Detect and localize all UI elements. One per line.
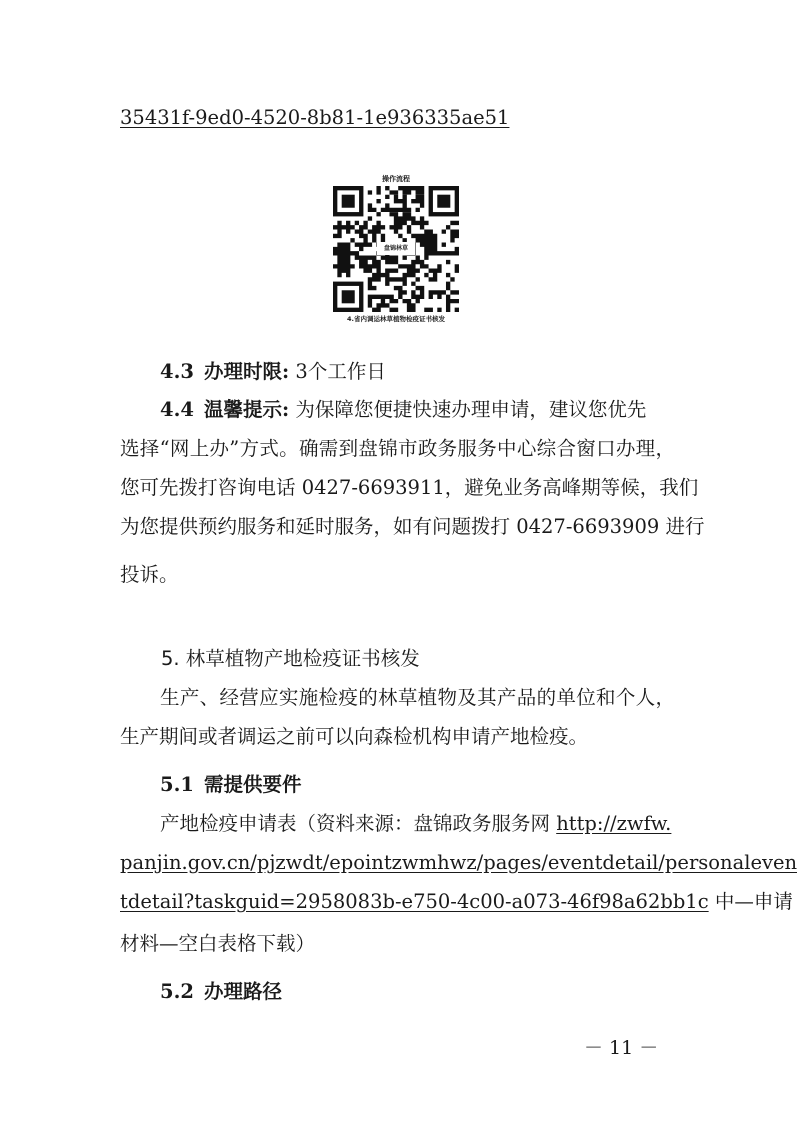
section-5-para-line2: 生产期间或者调运之前可以向森检机构申请产地检疫。 <box>120 725 589 748</box>
section-4-4-line5: 投诉。 <box>120 563 179 586</box>
section-4-4-line3: 您可先拨打咨询电话 0427-6693911，避免业务高峰期等候，我们 <box>120 476 699 499</box>
section-5-1-line4: 材料—空白表格下载） <box>120 932 316 955</box>
section-4-4-number: 4.4 <box>160 398 194 421</box>
section-4-4-line1 <box>160 398 675 422</box>
section-4-4-label: 温馨提示: <box>204 398 290 421</box>
source-link-part1[interactable]: http://zwfw. <box>556 812 672 835</box>
section-4-3-number: 4.3 <box>160 360 194 383</box>
section-5-para-line1: 生产、经营应实施检疫的林草植物及其产品的单位和个人， <box>160 686 675 709</box>
section-5-1-label: 需提供要件 <box>204 773 302 796</box>
source-link-part2[interactable]: panjin.gov.cn/pjzwdt/epointzwmhwz/pages/eventdetail/personaleven <box>120 851 797 874</box>
qr-caption: 4.省内调运林草植物检疫证书核发 <box>347 315 445 323</box>
section-5-2-heading <box>160 980 675 1004</box>
section-4-4-line1-text: 为保障您便捷快速办理申请，建议您优先 <box>295 398 647 421</box>
section-4-3-label: 办理时限: <box>204 360 290 383</box>
section-4-4-line2: 选择“网上办”方式。确需到盘锦市政务服务中心综合窗口办理， <box>120 437 675 460</box>
qr-code <box>333 186 459 312</box>
section-4-3-value: 3个工作日 <box>295 360 386 383</box>
qr-finder-pattern <box>333 282 363 312</box>
section-5-1-line1-text: 产地检疫申请表（资料来源：盘锦政务服务网 <box>160 812 557 835</box>
section-5-1-line3-text: 中—申请 <box>708 890 793 913</box>
qr-code-block <box>327 175 465 324</box>
section-4-4-line4: 为您提供预约服务和延时服务，如有问题拨打 0427-6693909 进行 <box>120 515 705 538</box>
source-link-part3[interactable]: tdetail?taskguid=2958083b-e750-4c00-a073-46f98a62bb1c <box>120 890 709 913</box>
section-5-1-heading <box>160 773 675 797</box>
qr-title: 操作流程 <box>382 175 410 183</box>
qr-finder-pattern <box>333 186 363 216</box>
section-5-1-number: 5.1 <box>160 773 194 796</box>
top-link-tail[interactable]: 35431f-9ed0-4520-8b81-1e936335ae51 <box>120 106 510 129</box>
qr-finder-pattern <box>429 186 459 216</box>
section-5-1-line1 <box>160 812 675 836</box>
qr-center-label: 盘锦林草 <box>377 242 415 255</box>
section-5-1-line3 <box>120 890 793 914</box>
section-5-heading: 5. 林草植物产地检疫证书核发 <box>161 647 420 670</box>
page-number: － 11 － <box>584 1037 659 1059</box>
section-5-2-number: 5.2 <box>160 980 194 1003</box>
section-4-3 <box>160 360 675 384</box>
section-5-2-label: 办理路径 <box>204 980 283 1003</box>
